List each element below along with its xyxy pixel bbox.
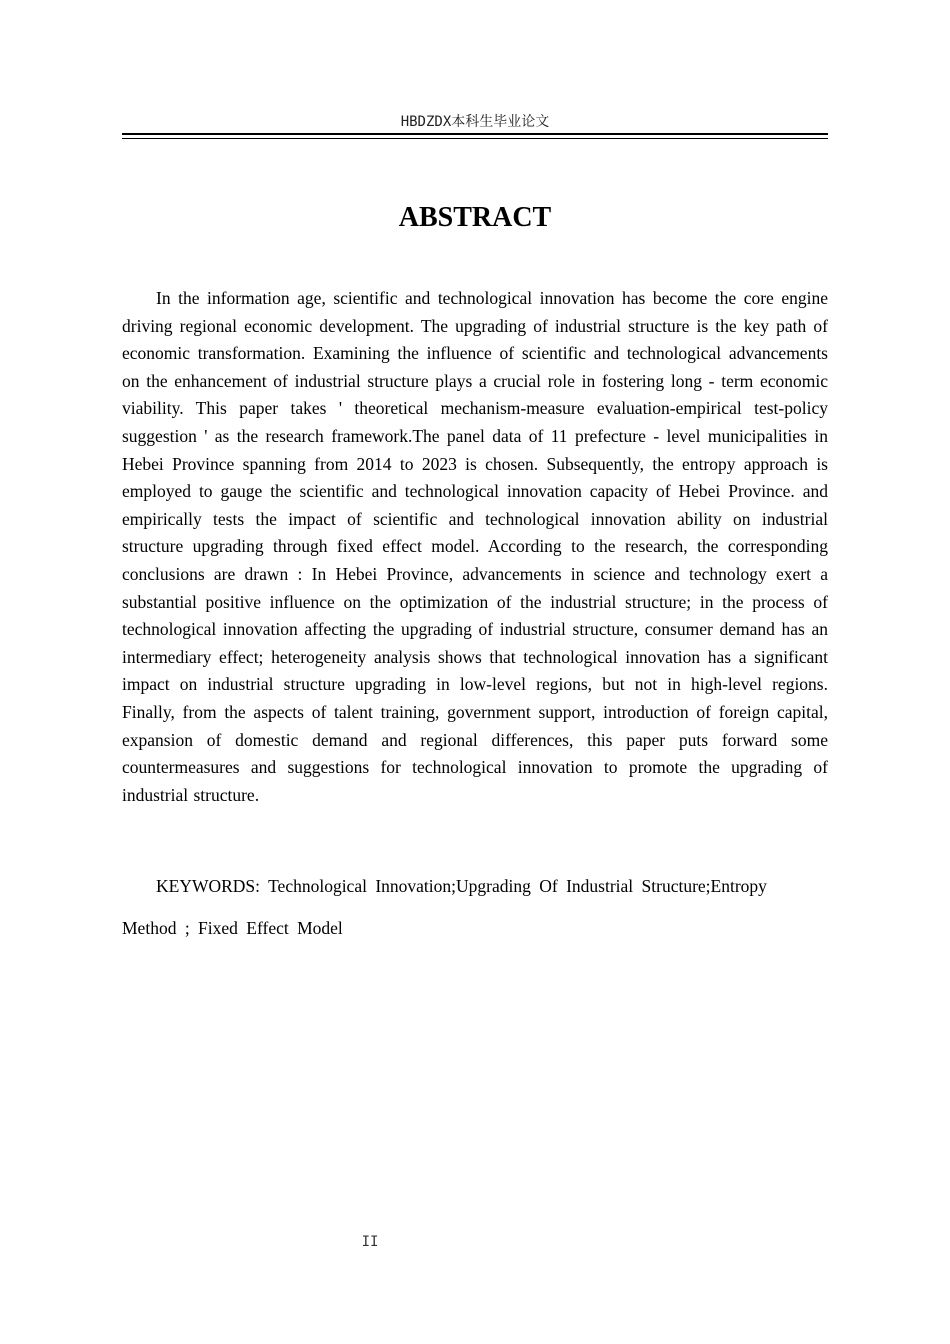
page-number: II — [361, 1234, 379, 1250]
running-header: HBDZDX本科生毕业论文 — [400, 114, 550, 130]
abstract-title: ABSTRACT — [398, 202, 552, 233]
keywords-line: KEYWORDS: Technological Innovation;Upgrading Of Industrial Structure;Entropy Method ; Fixed Effect Model — [122, 876, 767, 938]
abstract-body: In the information age, scientific and technological innovation has become the core engine driving regional economic development. The upgrading of industrial structure is the key path of economic transformation. Examining the influence of scientific and technological advancements on the enhancement of industrial structure plays a crucial role in fostering long - term economic viability. This paper takes ' theoretical mechanism-measure evaluation-empirical test-policy suggestion ' as the research framework.The panel data of 11 prefecture - level municipalities in Hebei Province spanning from 2014 to 2023 is chosen. Subsequently, the entropy approach is employed to gauge the scientific and technological innovation capacity of Hebei Province. and empirically tests the impact of scientific and technological innovation ability on industrial structure upgrading through fixed effect model. According to the research, the corresponding conclusions are drawn : In Hebei Province, advancements in science and technology exert a substantial positive influence on the optimization of the industrial structure; in the process of technological innovation affecting the upgrading of industrial structure, consumer demand has an intermediary effect; heterogeneity analysis shows that technological innovation has a significant impact on industrial structure upgrading in low-level regions, but not in high-level regions. Finally, from the aspects of talent training, government support, introduction of foreign capital, expansion of domestic demand and regional differences, this paper puts forward some countermeasures and suggestions for technological innovation to promote the upgrading of industrial structure. — [122, 288, 828, 805]
header-divider — [122, 133, 828, 139]
